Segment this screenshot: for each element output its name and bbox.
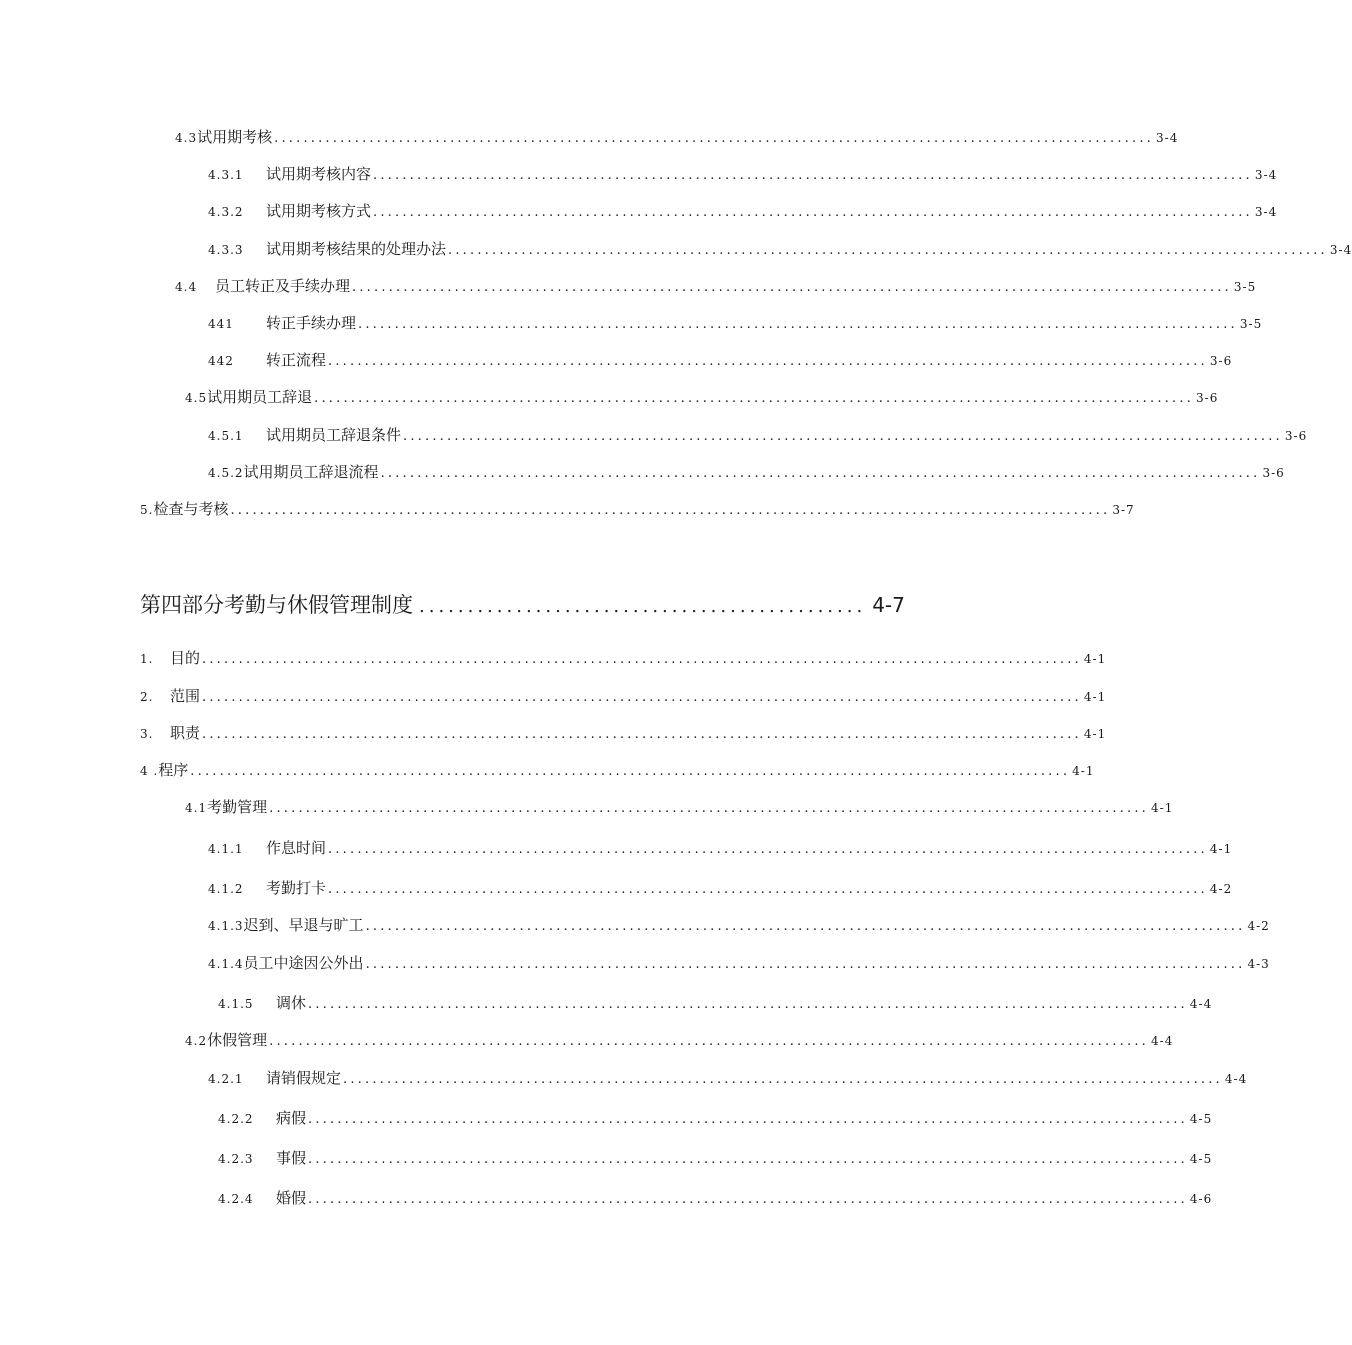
toc-leader-dots: ........................................................................................................................	[202, 652, 1082, 667]
toc-entry-page: 3-4	[1329, 243, 1352, 257]
toc-entry-page: 4-1	[1083, 652, 1107, 666]
toc-leader-dots: ........................................................................................................................	[328, 842, 1208, 857]
toc-entry-number: 4.3.2	[208, 205, 244, 219]
toc-entry-page: 3-6	[1196, 391, 1219, 405]
toc-entry-title: 休假管理	[207, 1031, 268, 1049]
toc-entry-title: 考勤管理	[207, 798, 268, 816]
toc-entry-title: 试用期员工辞退	[207, 388, 313, 406]
toc-entry	[185, 1029, 1174, 1053]
toc-entry	[185, 796, 1174, 820]
toc-leader-dots: ........................................................................................................................	[308, 1152, 1188, 1167]
toc-entry-title: 范围	[170, 687, 201, 705]
toc-entry-title: 试用期员工辞退条件	[266, 426, 402, 444]
toc-entry	[140, 722, 1107, 746]
toc-entry-title: 员工转正及手续办理	[215, 277, 351, 295]
toc-entry	[218, 992, 1213, 1016]
toc-entry	[208, 1067, 1248, 1091]
toc-entry-number: 4.3	[175, 131, 198, 145]
toc-entry-page: 4-2	[1247, 919, 1270, 933]
toc-leader-dots: ........................................................................................................................	[448, 243, 1328, 258]
toc-entry	[218, 1147, 1213, 1171]
toc-entry-page: 4-2	[1209, 882, 1233, 896]
toc-entry-title: 迟到、早退与旷工	[243, 916, 364, 934]
toc-entry-page: 4-5	[1189, 1112, 1213, 1126]
toc-entry-title: 试用期考核内容	[266, 165, 372, 183]
toc-leader-dots: ........................................................................................................................	[202, 690, 1082, 705]
toc-entry-title: 作息时间	[266, 839, 327, 857]
toc-entry	[140, 647, 1107, 671]
toc-entry-number: 4.1.4	[208, 957, 244, 971]
toc-entry-page: 3-5	[1233, 280, 1257, 294]
toc-entry-number: 4.1.1	[208, 842, 244, 856]
toc-leader-dots: ........................................................................................................................	[328, 354, 1208, 369]
toc-entry-number: 4.4	[175, 280, 198, 294]
toc-leader-dots: ........................................................................................................................	[403, 429, 1283, 444]
toc-entry	[208, 952, 1270, 976]
toc-entry-page: 4-4	[1189, 997, 1213, 1011]
toc-entry-number: 1.	[140, 652, 154, 666]
toc-entry	[208, 914, 1270, 938]
toc-entry-number: 4.1	[185, 801, 208, 815]
toc-entry-number: 3.	[140, 727, 154, 741]
toc-entry-number: 442	[208, 354, 234, 368]
toc-entry-number: 4.2.4	[218, 1192, 254, 1206]
toc-leader-dots: ..............................................	[419, 596, 867, 617]
toc-entry-title: 检查与考核	[153, 500, 229, 518]
toc-entry-title: 病假	[276, 1109, 307, 1127]
toc-entry	[218, 1107, 1213, 1131]
toc-entry-title: 程序	[158, 761, 189, 779]
toc-entry-number: 4.2	[185, 1034, 208, 1048]
toc-leader-dots: ........................................................................................................................	[308, 1192, 1188, 1207]
toc-entry-page: 4-4	[1151, 1034, 1174, 1048]
toc-entry-title: 员工中途因公外出	[243, 954, 364, 972]
toc-leader-dots: ........................................................................................................................	[343, 1072, 1223, 1087]
toc-entry-number: 2.	[140, 690, 154, 704]
toc-entry	[140, 685, 1107, 709]
toc-entry-page: 4-5	[1189, 1152, 1213, 1166]
toc-entry	[185, 386, 1219, 410]
toc-leader-dots: ........................................................................................................................	[373, 205, 1253, 220]
toc-entry-number: 4.2.3	[218, 1152, 254, 1166]
toc-entry	[175, 126, 1179, 150]
toc-entry-number: 4.2.2	[218, 1112, 254, 1126]
toc-entry	[175, 275, 1257, 299]
toc-entry-number: 4.1.2	[208, 882, 244, 896]
toc-entry	[218, 1187, 1213, 1211]
part-heading-title: 第四部分考勤与休假管理制度	[140, 593, 413, 617]
toc-leader-dots: ........................................................................................................................	[365, 919, 1246, 934]
toc-entry-page: 3-6	[1209, 354, 1233, 368]
toc-leader-dots: ........................................................................................................................	[269, 801, 1149, 816]
toc-entry-number: 5.	[140, 503, 154, 517]
toc-entry-page: 4-3	[1247, 957, 1270, 971]
toc-entry-number: 4.1.3	[208, 919, 244, 933]
toc-entry-title: 调休	[276, 994, 307, 1012]
toc-entry-page: 4-1	[1151, 801, 1174, 815]
toc-entry-number: 4 .	[140, 764, 159, 778]
toc-leader-dots: ........................................................................................................................	[328, 882, 1208, 897]
part-heading	[140, 589, 905, 619]
toc-entry-page: 3-5	[1239, 317, 1263, 331]
toc-entry-title: 试用期考核结果的处理办法	[266, 240, 447, 258]
toc-entry-page: 3-6	[1262, 466, 1285, 480]
toc-entry-title: 事假	[276, 1149, 307, 1167]
toc-entry-number: 4.5	[185, 391, 208, 405]
toc-entry-title: 转正流程	[266, 351, 327, 369]
toc-entry	[208, 312, 1263, 336]
toc-entry-page: 3-6	[1284, 429, 1308, 443]
toc-leader-dots: ........................................................................................................................	[202, 727, 1082, 742]
toc-entry-number: 4.2.1	[208, 1072, 244, 1086]
toc-leader-dots: ........................................................................................................................	[269, 1034, 1149, 1049]
toc-leader-dots: ........................................................................................................................	[190, 764, 1071, 779]
toc-leader-dots: ........................................................................................................................	[373, 168, 1253, 183]
toc-entry	[208, 349, 1233, 373]
toc-entry	[208, 424, 1308, 448]
toc-leader-dots: ........................................................................................................................	[352, 280, 1232, 295]
toc-entry-page: 4-1	[1083, 727, 1107, 741]
toc-entry	[208, 837, 1233, 861]
toc-entry-page: 4-1	[1209, 842, 1233, 856]
toc-entry	[208, 163, 1278, 187]
toc-entry-title: 请销假规定	[266, 1069, 342, 1087]
toc-entry-title: 试用期考核方式	[266, 202, 372, 220]
toc-entry-page: 4-1	[1072, 764, 1095, 778]
toc-entry-title: 试用期员工辞退流程	[243, 463, 379, 481]
toc-entry-title: 转正手续办理	[266, 314, 357, 332]
toc-entry-title: 婚假	[276, 1189, 307, 1207]
toc-entry-page: 3-4	[1254, 205, 1278, 219]
toc-entry-page: 3-7	[1112, 503, 1135, 517]
toc-entry-page: 4-1	[1083, 690, 1107, 704]
part-heading-page: 4-7	[872, 593, 905, 617]
toc-leader-dots: ........................................................................................................................	[314, 391, 1194, 406]
toc-entry-title: 考勤打卡	[266, 879, 327, 897]
toc-entry-number: 4.1.5	[218, 997, 254, 1011]
toc-entry-number: 4.3.3	[208, 243, 244, 257]
toc-entry-title: 职责	[170, 724, 201, 742]
toc-leader-dots: ........................................................................................................................	[230, 503, 1111, 518]
toc-entry-number: 4.5.1	[208, 429, 244, 443]
toc-leader-dots: ........................................................................................................................	[365, 957, 1246, 972]
toc-entry	[208, 238, 1352, 262]
toc-entry-number: 441	[208, 317, 234, 331]
toc-entry-title: 目的	[170, 649, 201, 667]
toc-leader-dots: ........................................................................................................................	[308, 1112, 1188, 1127]
toc-entry-page: 3-4	[1254, 168, 1278, 182]
toc-entry-title: 试用期考核	[197, 128, 273, 146]
toc-entry	[208, 200, 1278, 224]
toc-entry	[140, 759, 1095, 783]
toc-entry-page: 4-4	[1224, 1072, 1248, 1086]
toc-entry-number: 4.3.1	[208, 168, 244, 182]
toc-leader-dots: ........................................................................................................................	[380, 466, 1261, 481]
toc-leader-dots: ........................................................................................................................	[274, 131, 1154, 146]
toc-entry-page: 3-4	[1156, 131, 1179, 145]
toc-leader-dots: ........................................................................................................................	[308, 997, 1188, 1012]
toc-entry-number: 4.5.2	[208, 466, 244, 480]
toc-leader-dots: ........................................................................................................................	[358, 317, 1238, 332]
toc-entry	[140, 498, 1135, 522]
toc-entry-page: 4-6	[1189, 1192, 1213, 1206]
toc-entry	[208, 461, 1285, 485]
toc-entry	[208, 877, 1233, 901]
